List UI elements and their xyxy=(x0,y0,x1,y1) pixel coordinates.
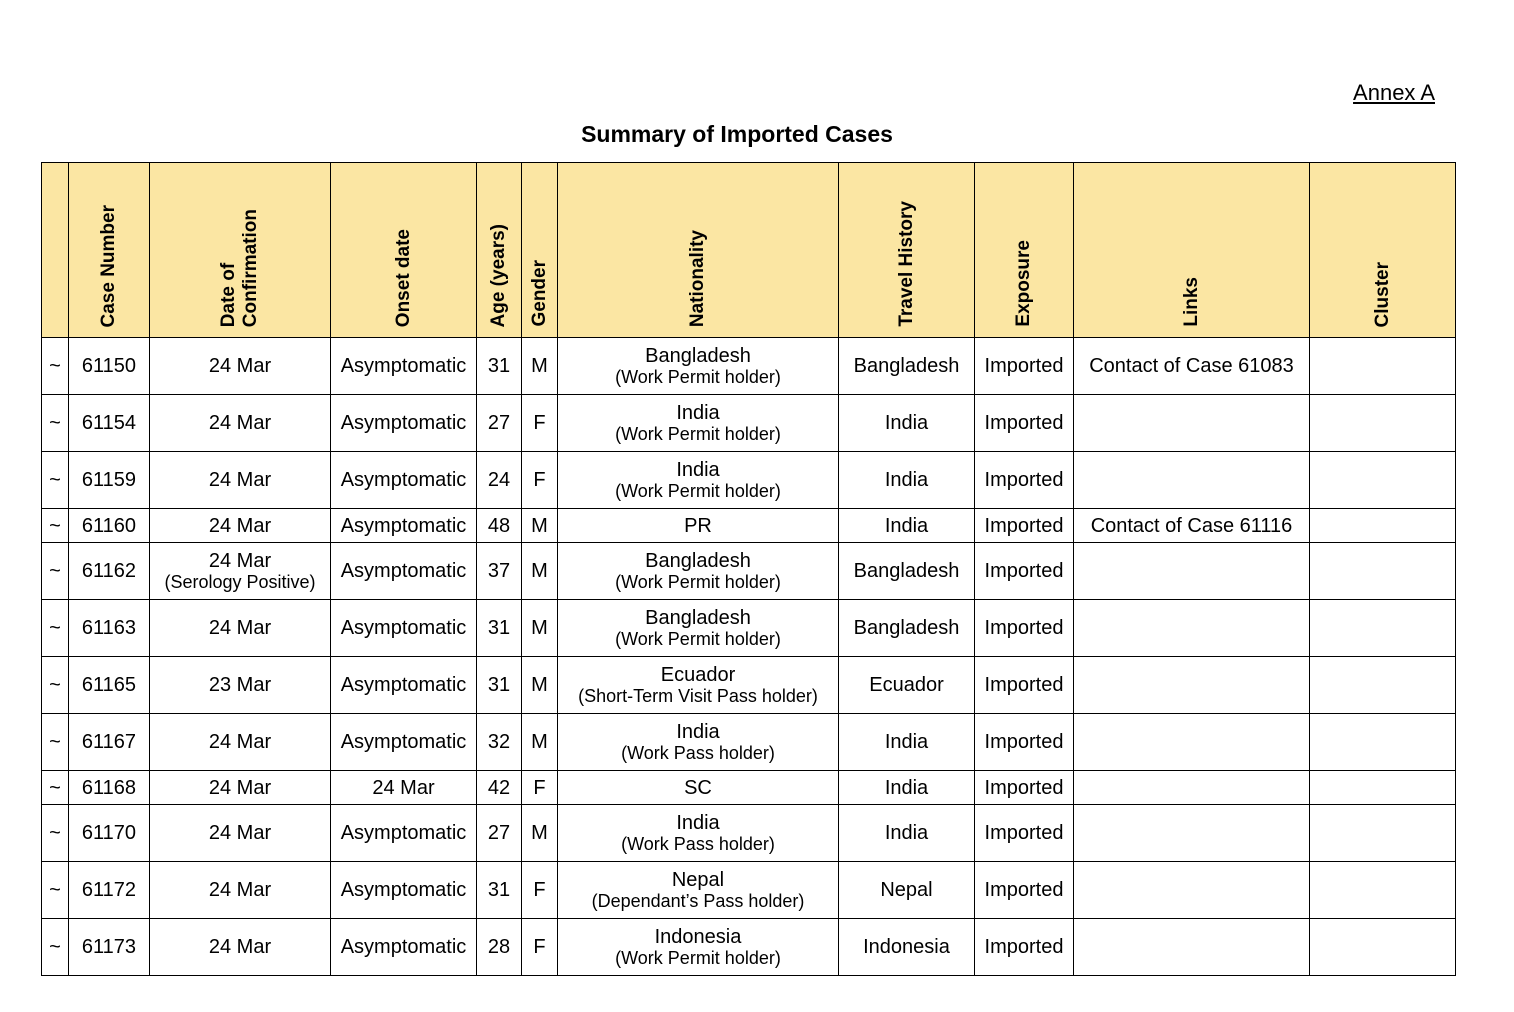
exposure-cell: Imported xyxy=(975,338,1074,395)
gender-cell: M xyxy=(522,600,558,657)
nationality-cell: India (Work Permit holder) xyxy=(558,452,839,509)
case-number-cell: 61159 xyxy=(69,452,150,509)
onset-date-cell: Asymptomatic xyxy=(331,452,477,509)
travel-history-cell: India xyxy=(839,805,975,862)
onset-date-cell: Asymptomatic xyxy=(331,338,477,395)
header-cluster: Cluster xyxy=(1310,163,1456,338)
row-marker: ~ xyxy=(42,714,69,771)
links-cell xyxy=(1074,657,1310,714)
date-of-confirmation-cell: 24 Mar (Serology Positive) xyxy=(150,543,331,600)
date-of-confirmation-cell: 24 Mar xyxy=(150,395,331,452)
cluster-cell xyxy=(1310,395,1456,452)
case-number-cell: 61150 xyxy=(69,338,150,395)
cluster-cell xyxy=(1310,338,1456,395)
table-row xyxy=(42,600,1456,657)
date-of-confirmation-cell: 24 Mar xyxy=(150,771,331,805)
exposure-cell: Imported xyxy=(975,452,1074,509)
cluster-cell xyxy=(1310,452,1456,509)
row-marker: ~ xyxy=(42,600,69,657)
onset-date-cell: Asymptomatic xyxy=(331,657,477,714)
row-marker: ~ xyxy=(42,771,69,805)
header-exposure: Exposure xyxy=(975,163,1074,338)
onset-date-cell: Asymptomatic xyxy=(331,805,477,862)
gender-cell: F xyxy=(522,919,558,976)
header-marker xyxy=(42,163,69,338)
table-row xyxy=(42,543,1456,600)
travel-history-cell: Bangladesh xyxy=(839,600,975,657)
age-cell: 31 xyxy=(477,338,522,395)
row-marker: ~ xyxy=(42,509,69,543)
exposure-cell: Imported xyxy=(975,714,1074,771)
age-cell: 27 xyxy=(477,805,522,862)
nationality-cell: Indonesia (Work Permit holder) xyxy=(558,919,839,976)
onset-date-cell: Asymptomatic xyxy=(331,862,477,919)
nationality-cell: Ecuador (Short-Term Visit Pass holder) xyxy=(558,657,839,714)
gender-cell: F xyxy=(522,395,558,452)
cluster-cell xyxy=(1310,509,1456,543)
exposure-cell: Imported xyxy=(975,395,1074,452)
cluster-cell xyxy=(1310,600,1456,657)
gender-cell: M xyxy=(522,509,558,543)
cluster-cell xyxy=(1310,805,1456,862)
header-gender: Gender xyxy=(522,163,558,338)
table-row xyxy=(42,805,1456,862)
age-cell: 31 xyxy=(477,657,522,714)
row-marker: ~ xyxy=(42,395,69,452)
date-of-confirmation-cell: 24 Mar xyxy=(150,919,331,976)
row-marker: ~ xyxy=(42,338,69,395)
nationality-cell: Bangladesh (Work Permit holder) xyxy=(558,600,839,657)
nationality-cell: India (Work Permit holder) xyxy=(558,395,839,452)
exposure-cell: Imported xyxy=(975,771,1074,805)
case-number-cell: 61162 xyxy=(69,543,150,600)
case-number-cell: 61172 xyxy=(69,862,150,919)
gender-cell: M xyxy=(522,805,558,862)
table-row xyxy=(42,509,1456,543)
table-row xyxy=(42,395,1456,452)
links-cell xyxy=(1074,452,1310,509)
header-links: Links xyxy=(1074,163,1310,338)
links-cell: Contact of Case 61083 xyxy=(1074,338,1310,395)
cluster-cell xyxy=(1310,862,1456,919)
gender-cell: M xyxy=(522,338,558,395)
date-of-confirmation-cell: 24 Mar xyxy=(150,862,331,919)
header-case-number: Case Number xyxy=(69,163,150,338)
case-number-cell: 61170 xyxy=(69,805,150,862)
nationality-cell: Bangladesh (Work Permit holder) xyxy=(558,543,839,600)
travel-history-cell: Nepal xyxy=(839,862,975,919)
date-of-confirmation-cell: 24 Mar xyxy=(150,805,331,862)
age-cell: 32 xyxy=(477,714,522,771)
travel-history-cell: Bangladesh xyxy=(839,543,975,600)
row-marker: ~ xyxy=(42,805,69,862)
onset-date-cell: Asymptomatic xyxy=(331,543,477,600)
gender-cell: F xyxy=(522,862,558,919)
onset-date-cell: Asymptomatic xyxy=(331,600,477,657)
date-of-confirmation-cell: 24 Mar xyxy=(150,600,331,657)
links-cell xyxy=(1074,771,1310,805)
cluster-cell xyxy=(1310,657,1456,714)
links-cell xyxy=(1074,543,1310,600)
header-date-of-confirmation: Date of Confirmation xyxy=(150,163,331,338)
date-of-confirmation-cell: 24 Mar xyxy=(150,509,331,543)
case-number-cell: 61168 xyxy=(69,771,150,805)
travel-history-cell: India xyxy=(839,714,975,771)
gender-cell: F xyxy=(522,771,558,805)
travel-history-cell: Indonesia xyxy=(839,919,975,976)
date-of-confirmation-cell: 23 Mar xyxy=(150,657,331,714)
case-number-cell: 61163 xyxy=(69,600,150,657)
table-row xyxy=(42,338,1456,395)
nationality-cell: PR xyxy=(558,509,839,543)
onset-date-cell: Asymptomatic xyxy=(331,919,477,976)
age-cell: 27 xyxy=(477,395,522,452)
case-number-cell: 61154 xyxy=(69,395,150,452)
nationality-cell: Bangladesh (Work Permit holder) xyxy=(558,338,839,395)
table-row xyxy=(42,919,1456,976)
travel-history-cell: Bangladesh xyxy=(839,338,975,395)
row-marker: ~ xyxy=(42,862,69,919)
row-marker: ~ xyxy=(42,919,69,976)
header-onset-date: Onset date xyxy=(331,163,477,338)
exposure-cell: Imported xyxy=(975,600,1074,657)
row-marker: ~ xyxy=(42,657,69,714)
header-nationality: Nationality xyxy=(558,163,839,338)
case-number-cell: 61165 xyxy=(69,657,150,714)
links-cell xyxy=(1074,805,1310,862)
age-cell: 28 xyxy=(477,919,522,976)
links-cell xyxy=(1074,714,1310,771)
table-row xyxy=(42,452,1456,509)
exposure-cell: Imported xyxy=(975,919,1074,976)
age-cell: 24 xyxy=(477,452,522,509)
header-age: Age (years) xyxy=(477,163,522,338)
links-cell xyxy=(1074,600,1310,657)
case-number-cell: 61173 xyxy=(69,919,150,976)
exposure-cell: Imported xyxy=(975,862,1074,919)
links-cell xyxy=(1074,862,1310,919)
onset-date-cell: Asymptomatic xyxy=(331,395,477,452)
exposure-cell: Imported xyxy=(975,657,1074,714)
table-row xyxy=(42,714,1456,771)
table-row xyxy=(42,771,1456,805)
case-number-cell: 61160 xyxy=(69,509,150,543)
nationality-cell: India (Work Pass holder) xyxy=(558,805,839,862)
cluster-cell xyxy=(1310,919,1456,976)
age-cell: 31 xyxy=(477,862,522,919)
nationality-cell: Nepal (Dependant’s Pass holder) xyxy=(558,862,839,919)
page-title: Summary of Imported Cases xyxy=(581,121,893,147)
exposure-cell: Imported xyxy=(975,509,1074,543)
header-row xyxy=(42,163,1456,338)
table-row xyxy=(42,862,1456,919)
nationality-cell: India (Work Pass holder) xyxy=(558,714,839,771)
age-cell: 37 xyxy=(477,543,522,600)
exposure-cell: Imported xyxy=(975,543,1074,600)
gender-cell: M xyxy=(522,714,558,771)
nationality-cell: SC xyxy=(558,771,839,805)
date-of-confirmation-cell: 24 Mar xyxy=(150,338,331,395)
travel-history-cell: India xyxy=(839,452,975,509)
row-marker: ~ xyxy=(42,452,69,509)
gender-cell: M xyxy=(522,543,558,600)
row-marker: ~ xyxy=(42,543,69,600)
gender-cell: F xyxy=(522,452,558,509)
travel-history-cell: Ecuador xyxy=(839,657,975,714)
exposure-cell: Imported xyxy=(975,805,1074,862)
date-of-confirmation-cell: 24 Mar xyxy=(150,452,331,509)
onset-date-cell: Asymptomatic xyxy=(331,714,477,771)
links-cell xyxy=(1074,919,1310,976)
travel-history-cell: India xyxy=(839,509,975,543)
age-cell: 31 xyxy=(477,600,522,657)
header-travel-history: Travel History xyxy=(839,163,975,338)
date-of-confirmation-cell: 24 Mar xyxy=(150,714,331,771)
cluster-cell xyxy=(1310,771,1456,805)
links-cell xyxy=(1074,395,1310,452)
case-number-cell: 61167 xyxy=(69,714,150,771)
travel-history-cell: India xyxy=(839,771,975,805)
travel-history-cell: India xyxy=(839,395,975,452)
onset-date-cell: 24 Mar xyxy=(331,771,477,805)
age-cell: 42 xyxy=(477,771,522,805)
cluster-cell xyxy=(1310,543,1456,600)
onset-date-cell: Asymptomatic xyxy=(331,509,477,543)
gender-cell: M xyxy=(522,657,558,714)
imported-cases-table xyxy=(41,162,1456,976)
table-row xyxy=(42,657,1456,714)
links-cell: Contact of Case 61116 xyxy=(1074,509,1310,543)
cluster-cell xyxy=(1310,714,1456,771)
annex-label: Annex A xyxy=(1353,80,1435,105)
age-cell: 48 xyxy=(477,509,522,543)
